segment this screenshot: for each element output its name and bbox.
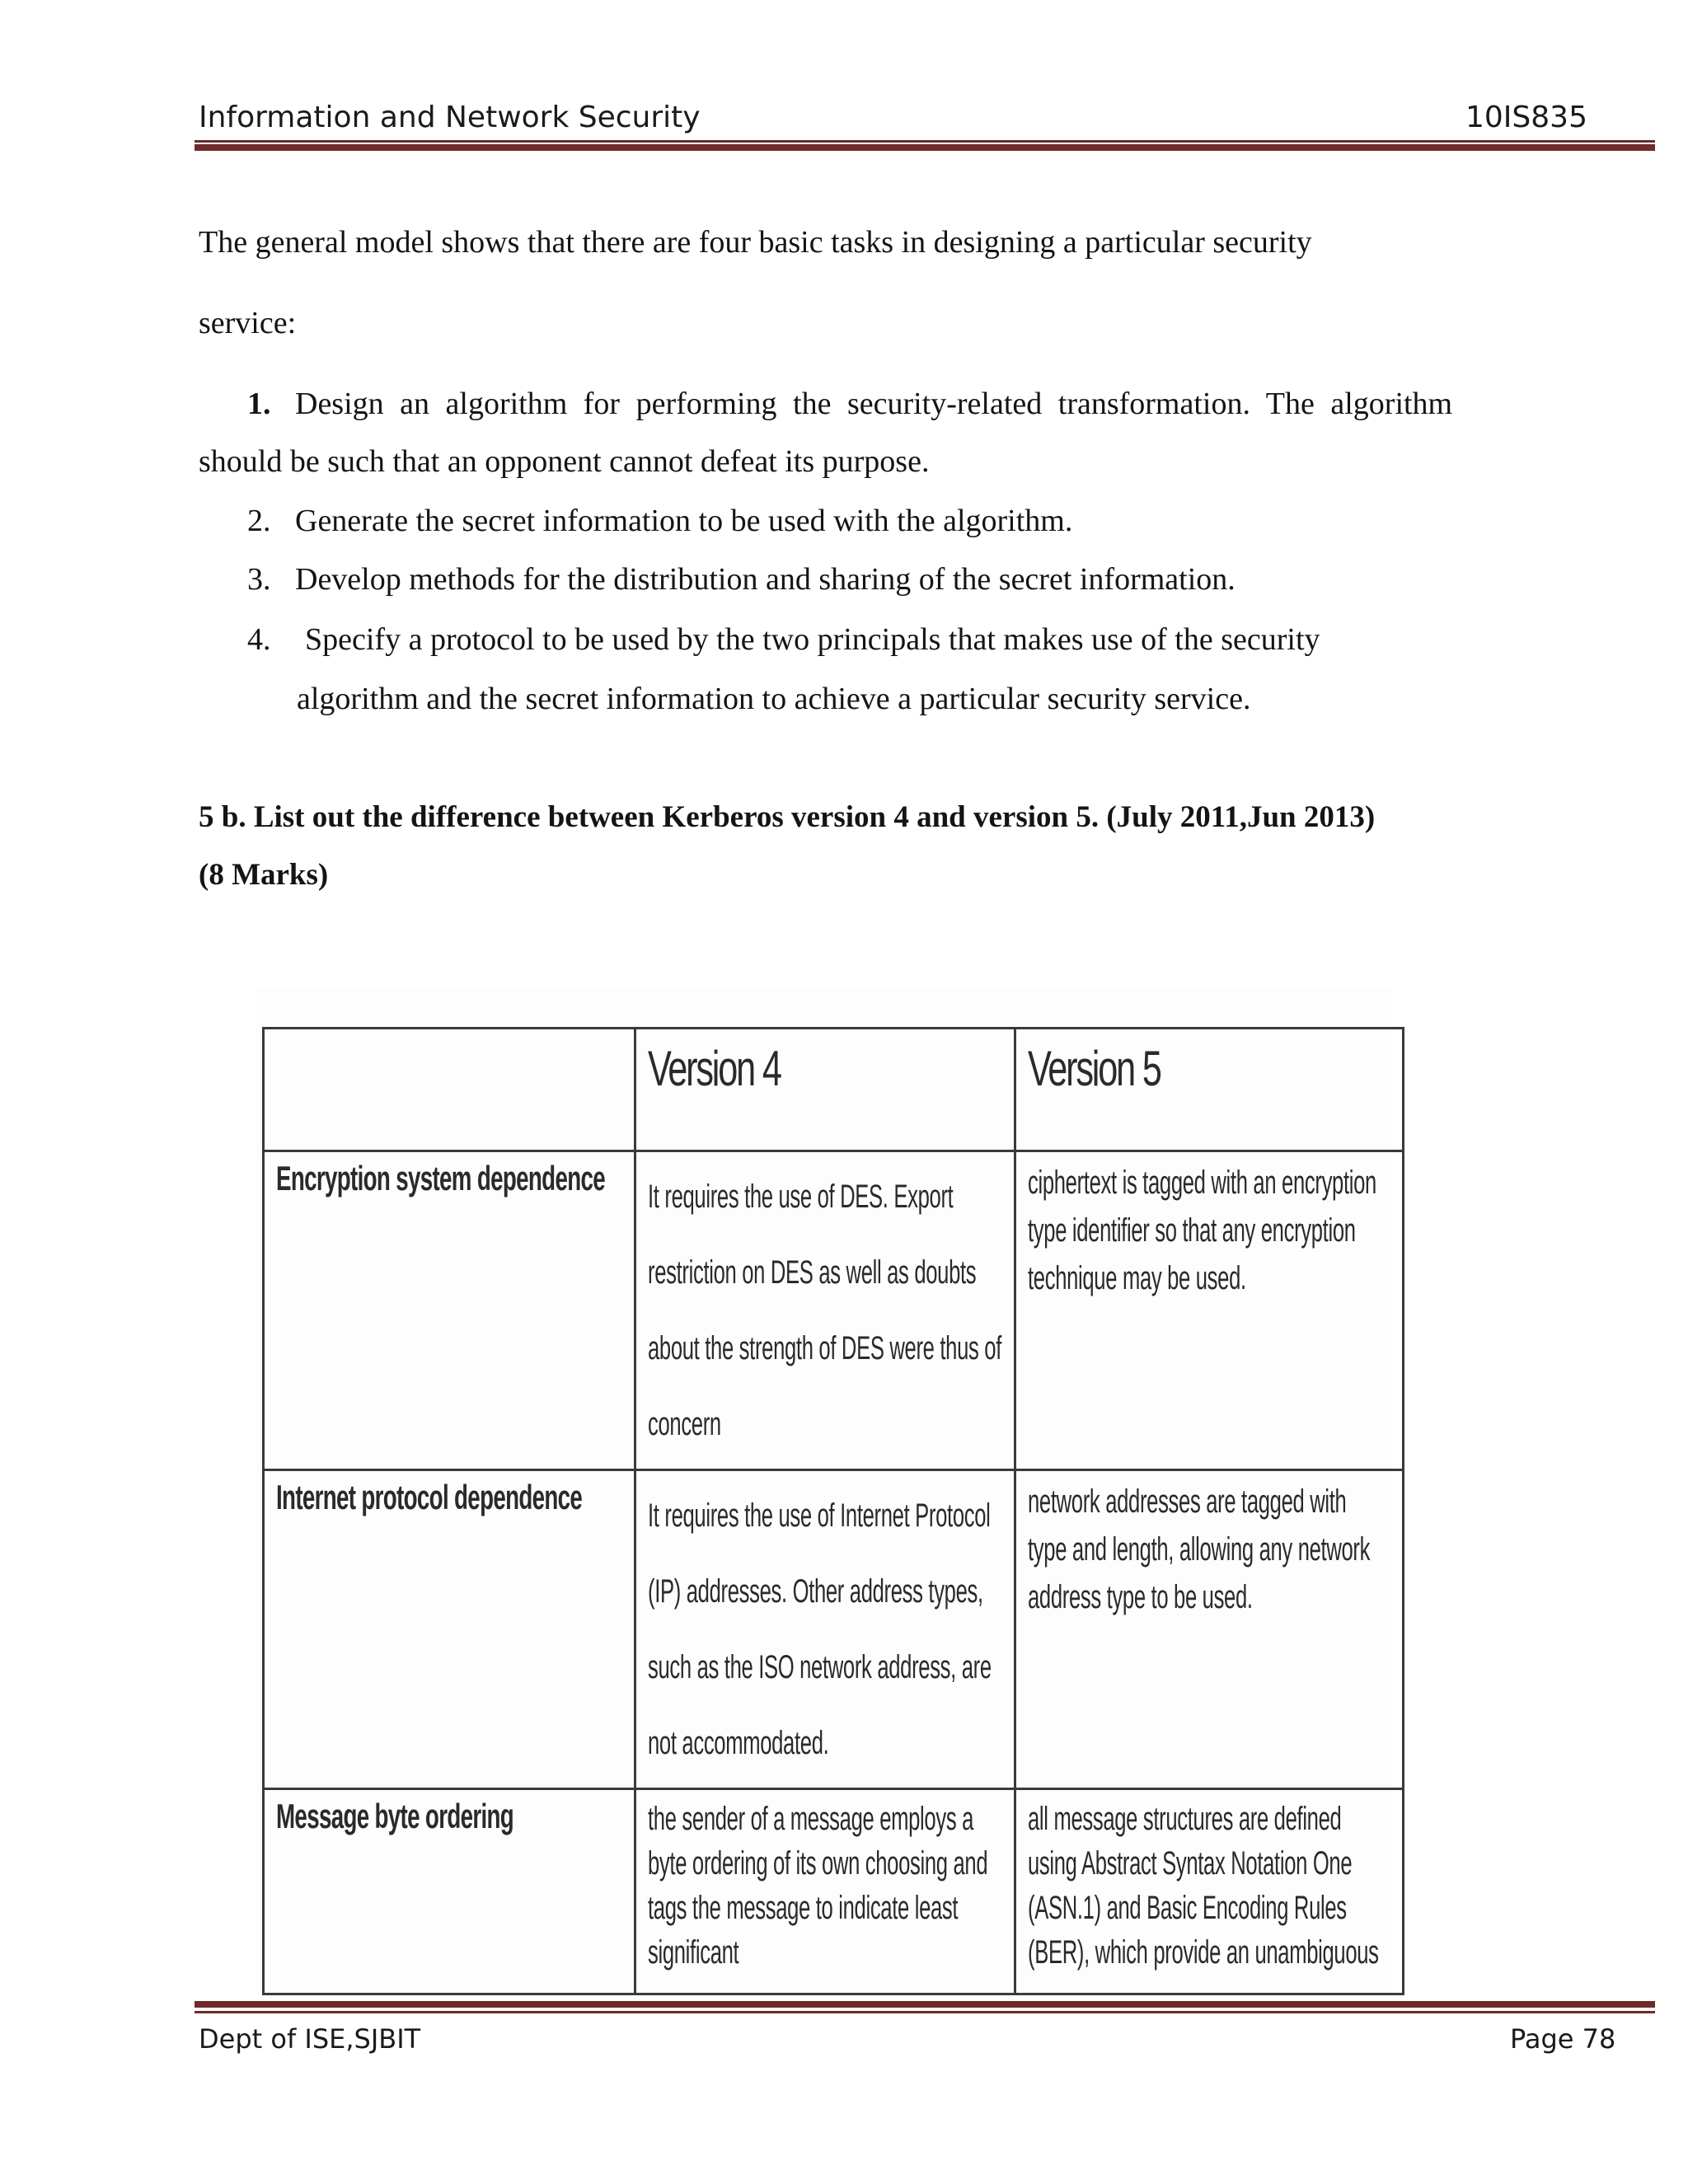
intro-line-1: The general model shows that there are four basic tasks in designing a particular security	[199, 225, 1312, 260]
list-number: 4.	[247, 622, 271, 657]
list-item	[247, 386, 1452, 422]
header-cell-version-5	[1015, 1029, 1404, 1151]
version-5-label: Version 5	[1028, 1041, 1160, 1096]
version-4-cell	[635, 1789, 1015, 1994]
intro-line-2: service:	[199, 306, 297, 340]
footer-department: Dept of ISE,SJBIT	[199, 2023, 421, 2055]
version-4-cell	[635, 1470, 1015, 1789]
feature-label: Message byte ordering	[276, 1797, 514, 1835]
feature-cell	[264, 1789, 635, 1994]
footer-rule-thick	[195, 2001, 1655, 2008]
comparison-table	[262, 1027, 1404, 1995]
list-text: Develop methods for the distribution and sharing of the secret information.	[295, 562, 1236, 597]
feature-label: Internet protocol dependence	[276, 1478, 583, 1516]
list-item	[247, 503, 1072, 539]
question-marks: (8 Marks)	[199, 858, 329, 892]
kerberos-comparison-table-image	[256, 989, 1393, 1994]
list-item-continuation: algorithm and the secret information to achieve a particular security service.	[297, 682, 1251, 716]
list-text: Specify a protocol to be used by the two principals that makes use of the security	[305, 622, 1320, 657]
footer-rule-thin	[195, 2011, 1655, 2013]
header-cell-version-4	[635, 1029, 1015, 1151]
question-heading: 5 b. List out the difference between Kerberos version 4 and version 5. (July 2011,Jun 2013)	[199, 800, 1376, 834]
feature-cell	[264, 1151, 635, 1470]
version-4-text: It requires the use of DES. Export restriction on DES as well as doubts about the strength of DES were thus of concern	[648, 1179, 1001, 1442]
list-text: Generate the secret information to be used with the algorithm.	[295, 504, 1073, 538]
list-item	[247, 561, 1236, 598]
version-4-text: It requires the use of Internet Protocol (IP) addresses. Other address types, such as the ISO network address, are not accommodated.	[648, 1497, 992, 1761]
version-5-text: all message structures are defined using Abstract Syntax Notation One (ASN.1) and Basic Encoding Rules (BER), which provide an unambiguous	[1028, 1801, 1379, 1971]
table-row	[264, 1470, 1404, 1789]
course-code: 10IS835	[1465, 101, 1587, 134]
feature-cell	[264, 1470, 635, 1789]
table-row	[264, 1789, 1404, 1994]
version-5-cell	[1015, 1470, 1404, 1789]
list-item	[247, 621, 1320, 658]
header-rule-thick	[195, 144, 1655, 151]
header-title: Information and Network Security	[199, 101, 701, 134]
version-5-cell	[1015, 1151, 1404, 1470]
version-4-text: the sender of a message employs a byte ordering of its own choosing and tags the message to indicate least significant	[648, 1801, 988, 1971]
page-number: Page 78	[1510, 2023, 1616, 2055]
list-number: 3.	[247, 562, 271, 597]
version-5-cell	[1015, 1789, 1404, 1994]
header-rule-thin	[195, 140, 1655, 143]
version-5-text: network addresses are tagged with type and length, allowing any network address type to be used.	[1028, 1483, 1371, 1615]
list-item-continuation: should be such that an opponent cannot defeat its purpose.	[199, 444, 930, 479]
version-4-cell	[635, 1151, 1015, 1470]
list-number: 1.	[247, 387, 271, 421]
list-number: 2.	[247, 504, 271, 538]
header-cell-empty	[264, 1029, 635, 1151]
feature-label: Encryption system dependence	[276, 1159, 605, 1197]
table-header-row	[264, 1029, 1404, 1151]
list-text: Design an algorithm for performing the security-related transformation. The algorithm	[295, 387, 1453, 421]
table-row	[264, 1151, 1404, 1470]
version-4-label: Version 4	[648, 1041, 781, 1096]
version-5-text: ciphertext is tagged with an encryption type identifier so that any encryption technique may be used.	[1028, 1165, 1376, 1296]
